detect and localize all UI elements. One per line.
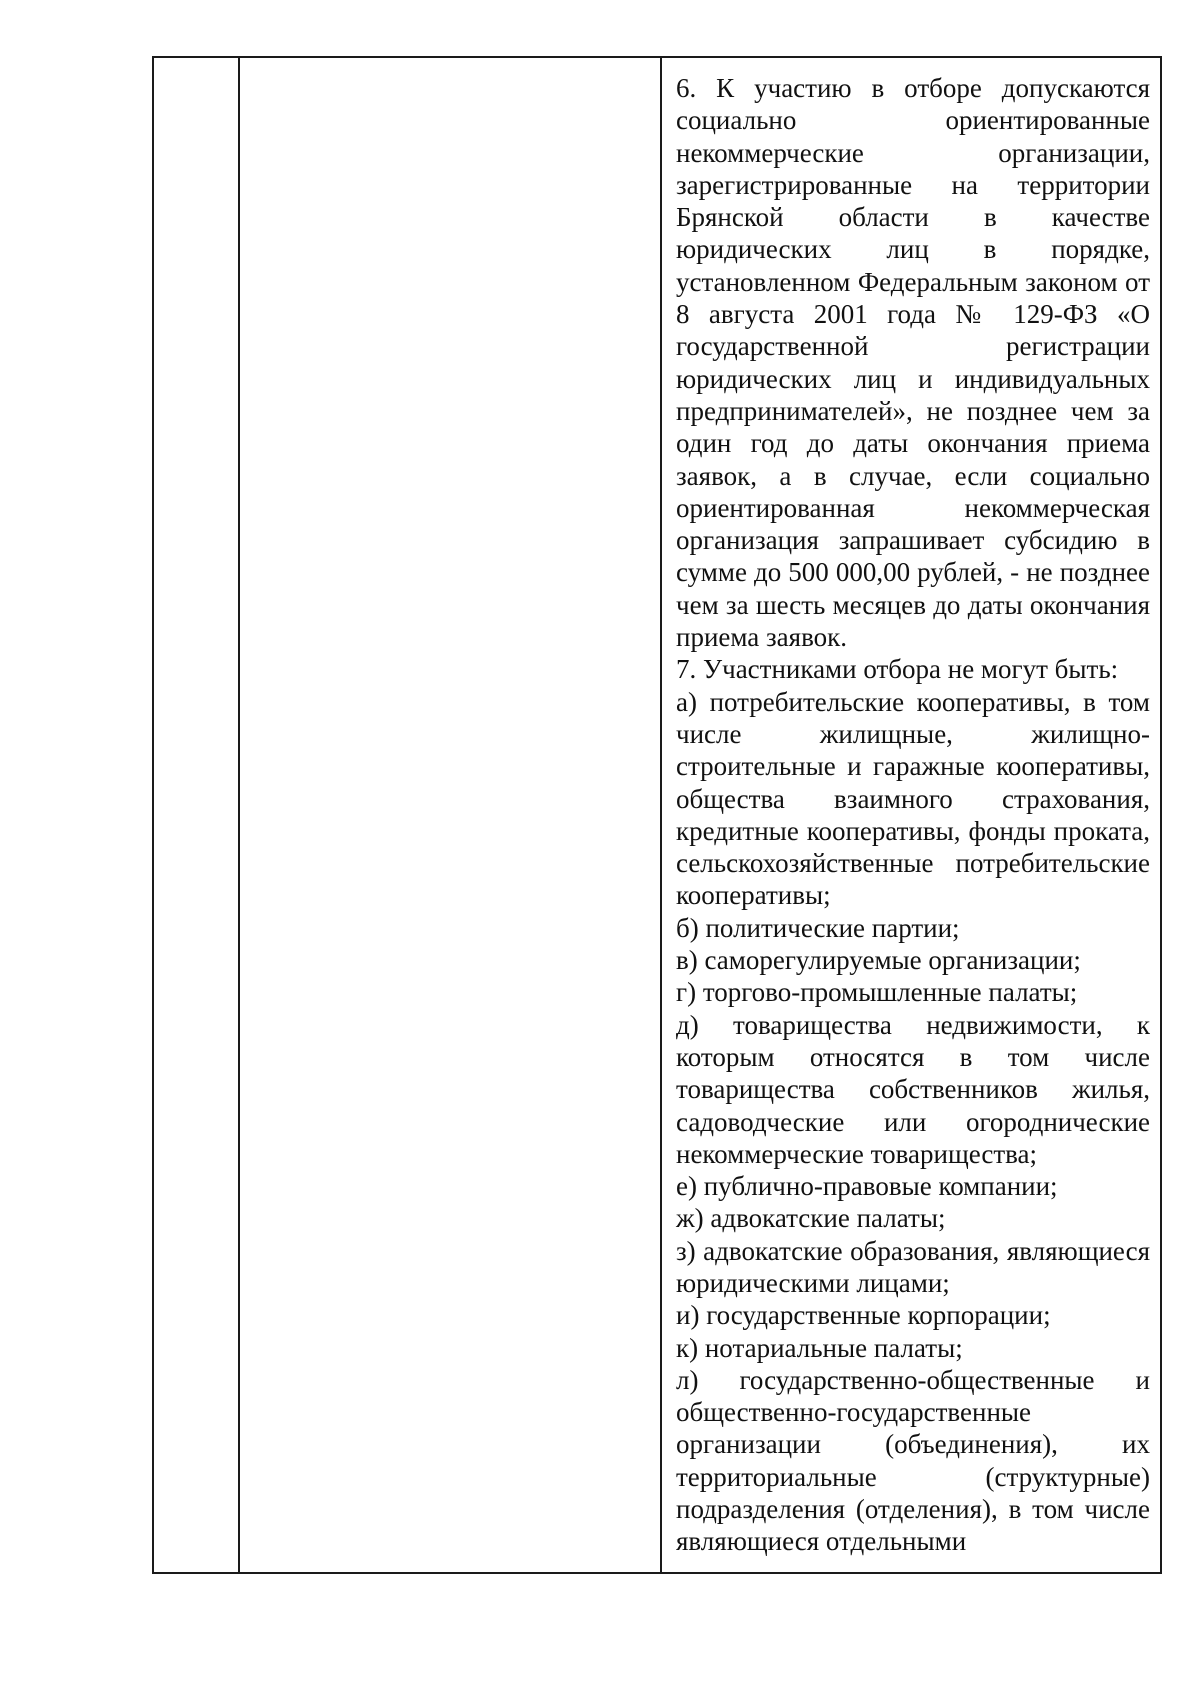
list-item-d: д) товарищества недвижимости, к которым относятся в том числе товарищества собственников жилья, садоводческие или огороднические некоммерческие товарищества;	[676, 1009, 1150, 1169]
list-item-l: л) государственно-общественные и общественно-государственные организации (объединения), их территориальные (структурные) подразделения (отделения), в том числе являющиеся отдельными	[676, 1364, 1150, 1557]
list-item-k: к) нотариальные палаты;	[676, 1332, 963, 1363]
list-item-v: в) саморегулируемые организации;	[676, 945, 1081, 976]
list-item-b: б) политические партии;	[676, 912, 960, 943]
list-item-a: а) потребительские кооперативы, в том числе жилищные, жилищно-строительные и гаражные кооперативы, общества взаимного страхования, кредитные кооперативы, фонды проката, сельскохозяйственные потребительские кооперативы;	[676, 686, 1150, 911]
list-item-zh: ж) адвокатские палаты;	[676, 1203, 946, 1234]
paragraph-7: 7. Участниками отбора не могут быть:	[676, 654, 1119, 685]
list-item-z: з) адвокатские образования, являющиеся юридическими лицами;	[676, 1235, 1150, 1298]
list-item-i: и) государственные корпорации;	[676, 1300, 1051, 1331]
paragraph-6: 6. К участию в отборе допускаются социально ориентированные некоммерческие организации, зарегистрированные на территории Брянской области в качестве юридических лиц в порядке, установленном Федеральным законом от 8 августа 2001 года № 129-ФЗ «О государственной регистрации юридических лиц и индивидуальных предпринимателей», не позднее чем за один год до даты окончания приема заявок, а в случае, если социально ориентированная некоммерческая организация запрашивает субсидию в сумме до 500 000,00 рублей, - не позднее чем за шесть месяцев до даты окончания приема заявок.	[676, 73, 1150, 653]
list-item-g: г) торгово-промышленные палаты;	[676, 977, 1078, 1008]
table-column-content	[662, 58, 1160, 1572]
list-item-e: е) публично-правовые компании;	[676, 1171, 1058, 1202]
table-column-title	[240, 58, 662, 1572]
document-table	[152, 56, 1162, 1574]
table-column-number	[154, 58, 240, 1572]
